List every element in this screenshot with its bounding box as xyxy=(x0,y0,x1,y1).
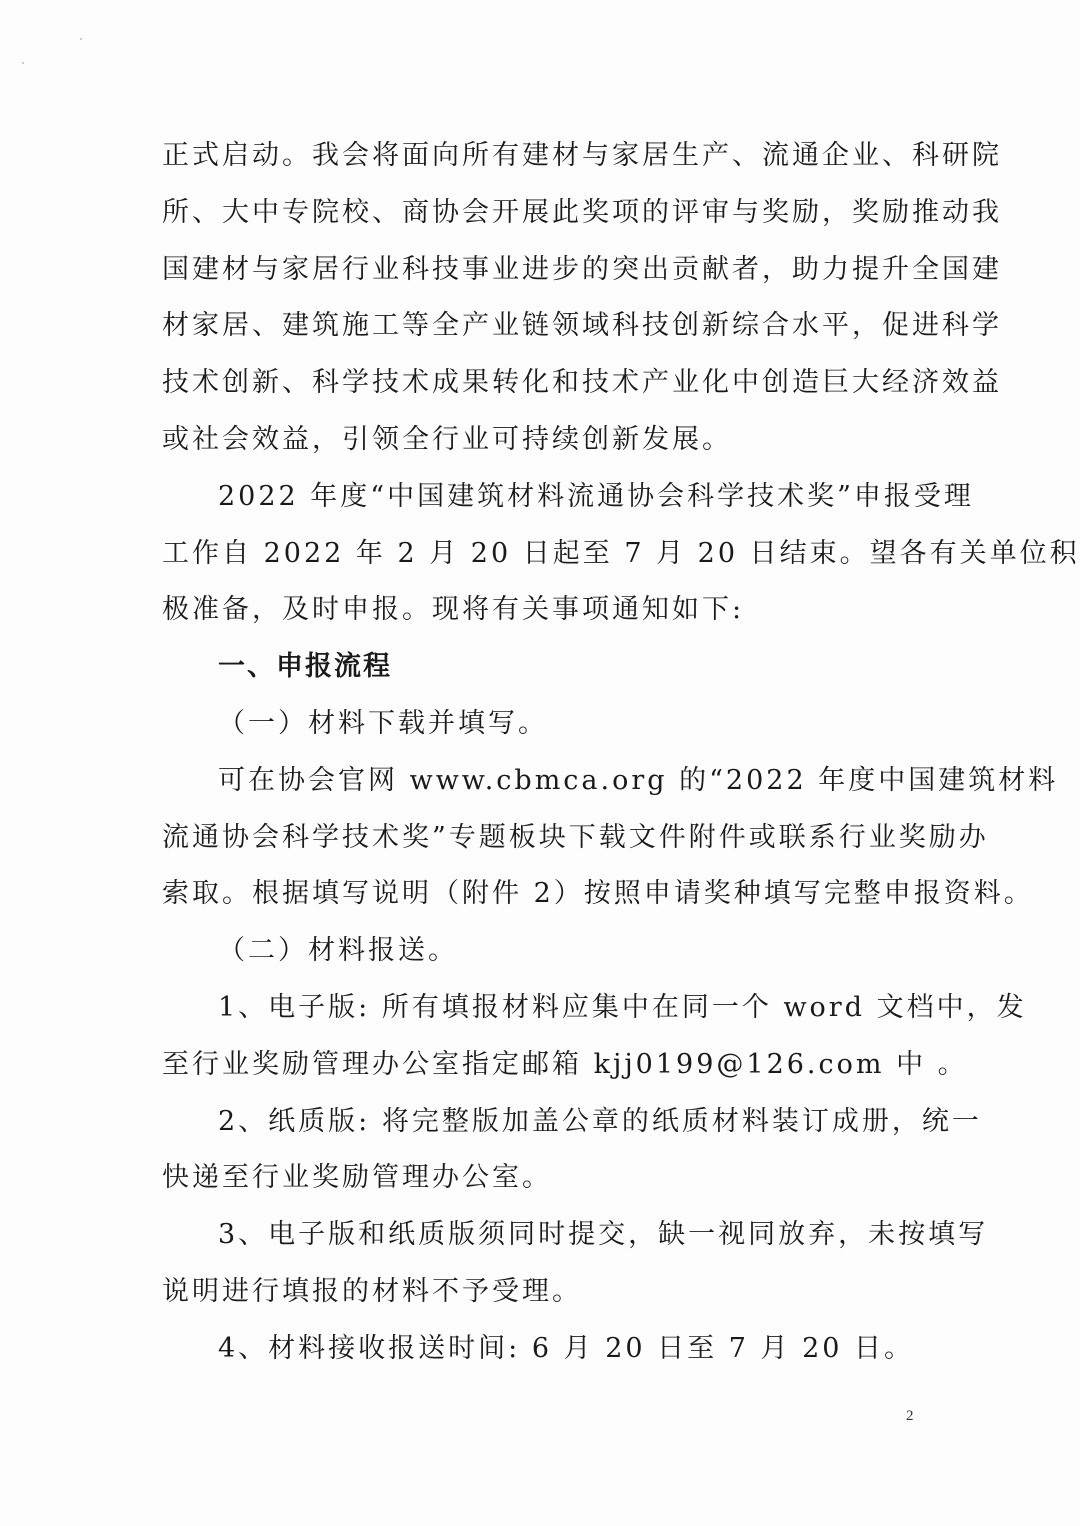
scan-speck xyxy=(80,38,82,40)
paragraph-line: 可在协会官网 www.cbmca.org 的“2022 年度中国建筑材料 xyxy=(218,764,1059,796)
subsection-heading: （一）材料下载并填写。 xyxy=(218,707,548,739)
paragraph-line: 至行业奖励管理办公室指定邮箱 kjj0199@126.com 中 。 xyxy=(162,1048,968,1080)
paragraph-line: 1、电子版: 所有填报材料应集中在同一个 word 文档中，发 xyxy=(218,991,1027,1023)
paragraph-line: 索取。根据填写说明（附件 2）按照申请奖种填写完整申报资料。 xyxy=(162,878,1034,910)
paragraph-line: 正式启动。我会将面向所有建材与家居生产、流通企业、科研院 xyxy=(162,140,1002,171)
paragraph-line: 材家居、建筑施工等全产业链领域科技创新综合水平，促进科学 xyxy=(162,310,1002,342)
paragraph-line: 工作自 2022 年 2 月 20 日起至 7 月 20 日结束。望各有关单位积 xyxy=(162,537,1080,569)
paragraph-line: 快递至行业奖励管理办公室。 xyxy=(162,1162,552,1194)
section-heading: 一、申报流程 xyxy=(218,651,392,683)
page-number: 2 xyxy=(906,1408,914,1424)
paragraph-line: 极准备，及时申报。现将有关事项通知如下: xyxy=(162,594,745,626)
paragraph-line: 3、电子版和纸质版须同时提交，缺一视同放弃，未按填写 xyxy=(218,1219,989,1251)
paragraph-line: 国建材与家居行业科技事业进步的突出贡献者，助力提升全国建 xyxy=(162,253,1002,285)
paragraph-line: 2022 年度“中国建筑材料流通协会科学技术奖”申报受理 xyxy=(218,480,974,512)
document-body xyxy=(162,128,1080,1378)
paragraph-line: 2、纸质版: 将完整版加盖公章的纸质材料装订成册，统一 xyxy=(218,1105,982,1137)
paragraph-line: 或社会效益，引领全行业可持续创新发展。 xyxy=(162,423,732,455)
paragraph-line: 说明进行填报的材料不予受理。 xyxy=(162,1275,582,1307)
subsection-heading: （二）材料报送。 xyxy=(218,935,458,967)
paragraph-line: 所、大中专院校、商协会开展此奖项的评审与奖励，奖励推动我 xyxy=(162,196,1002,228)
paragraph-line: 流通协会科学技术奖”专题板块下载文件附件或联系行业奖励办 xyxy=(162,821,989,853)
scan-speck xyxy=(22,62,24,64)
paragraph-line: 4、材料接收报送时间: 6 月 20 日至 7 月 20 日。 xyxy=(218,1332,915,1364)
paragraph-line: 技术创新、科学技术成果转化和技术产业化中创造巨大经济效益 xyxy=(162,367,1002,399)
